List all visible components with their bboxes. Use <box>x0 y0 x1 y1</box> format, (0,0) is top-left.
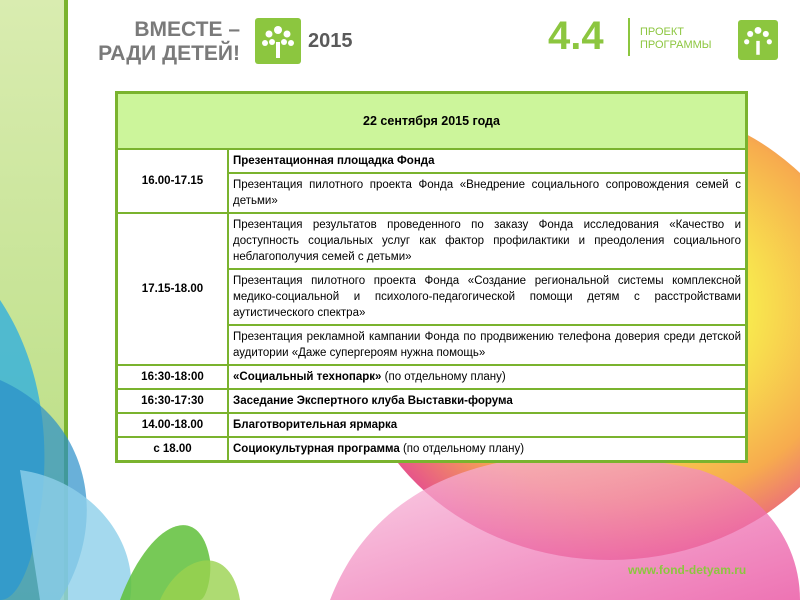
slogan-line-2: РАДИ ДЕТЕЙ! <box>98 42 240 65</box>
section-number: 4.4 <box>548 14 604 58</box>
event-cell <box>228 365 747 389</box>
event-title: Заседание Экспертного клуба Выставки-форума <box>228 389 747 413</box>
tree-logo-icon <box>255 18 301 64</box>
table-row <box>117 437 747 462</box>
section-label-line-1: ПРОЕКТ <box>640 26 685 38</box>
event-title: Презентационная площадка Фонда <box>228 149 747 173</box>
event-title: Благотворительная ярмарка <box>228 413 747 437</box>
table-row <box>117 365 747 389</box>
event-title: Социокультурная программа <box>233 443 400 455</box>
time-cell: 17.15-18.00 <box>117 213 229 365</box>
slogan-line-1: ВМЕСТЕ – <box>134 18 240 41</box>
slogan <box>90 18 240 66</box>
time-cell: 16:30-18:00 <box>117 365 229 389</box>
event-description: Презентация результатов проведенного по заказу Фонда исследования «Качество и доступность социальных услуг как фактор профилактики и преодоления социального неблагополучия семей с детьми» <box>228 213 747 269</box>
section-divider <box>628 18 630 56</box>
event-note: (по отдельному плану) <box>381 371 506 383</box>
event-description: Презентация рекламной кампании Фонда по продвижению телефона доверия среди детской аудитории «Даже супергероям нужна помощь» <box>228 325 747 365</box>
table-row <box>117 413 747 437</box>
table-row <box>117 389 747 413</box>
table-row <box>117 93 747 150</box>
table-row <box>117 213 747 269</box>
section-label <box>640 26 712 52</box>
table-row <box>117 149 747 173</box>
year-label: 2015 <box>308 30 353 52</box>
event-description: Презентация пилотного проекта Фонда «Создание региональной системы комплексной медико-социальной и психолого-педагогической помощи детям с расстройствами аутистического спектра» <box>228 269 747 325</box>
schedule-table <box>115 91 748 463</box>
section-label-line-2: ПРОГРАММЫ <box>640 39 712 51</box>
event-note: (по отдельному плану) <box>399 443 525 455</box>
time-cell: 16.00-17.15 <box>117 149 229 213</box>
tree-logo-small-icon <box>738 20 778 60</box>
schedule-date: 22 сентября 2015 года <box>117 93 747 150</box>
time-cell: 16:30-17:30 <box>117 389 229 413</box>
event-description: Презентация пилотного проекта Фонда «Внедрение социального сопровождения семей с детьми» <box>228 173 747 213</box>
event-cell <box>228 437 747 462</box>
website-link[interactable]: www.fond-detyam.ru <box>628 563 747 577</box>
event-title: «Социальный технопарк» <box>233 371 382 383</box>
time-cell: 14.00-18.00 <box>117 413 229 437</box>
time-cell: с 18.00 <box>117 437 229 462</box>
